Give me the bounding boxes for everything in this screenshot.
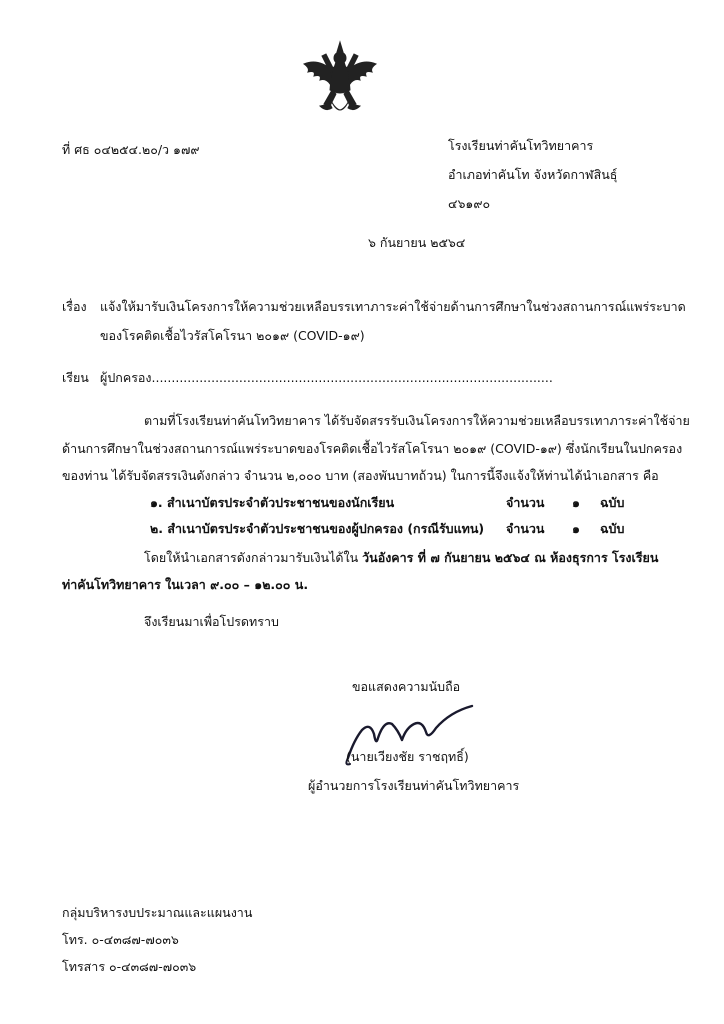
pickup-details-line (144, 548, 658, 568)
sender-school-name: โรงเรียนท่าคันโทวิทยาคาร (448, 138, 594, 153)
pickup-details-bold: วันอังคาร ที่ ๗ กันยายน ๒๕๖๔ ณ ห้องธุรการ โรงเรียน (362, 550, 659, 565)
sender-postcode: ๔๖๑๙๐ (448, 196, 491, 211)
body-line-1: ตามที่โรงเรียนท่าคันโทวิทยาคาร ได้รับจัดสรรรับเงินโครงการให้ความช่วยเหลือบรรเทาภาระค่าใช้จ่าย (144, 413, 690, 428)
signer-title: ผู้อำนวยการโรงเรียนท่าคันโทวิทยาคาร (308, 778, 520, 793)
footer-telephone: โทร. ๐-๔๓๘๗-๗๐๓๖ (62, 932, 179, 947)
salutation-recipient: ผู้ปกครอง..................................................................................................... (100, 370, 553, 385)
closing-request: จึงเรียนมาเพื่อโปรดทราบ (144, 614, 279, 629)
subject-line-2: ของโรคติดเชื้อไวรัสโคโรนา ๒๐๑๙ (COVID-๑๙) (100, 328, 365, 343)
document-item-1-qty: ๑ (572, 495, 580, 510)
pickup-details-normal: โดยให้นำเอกสารดังกล่าวมารับเงินได้ใน (144, 550, 363, 565)
letter-date: ๖ กันยายน ๒๕๖๔ (368, 235, 466, 250)
subject-label: เรื่อง (62, 299, 87, 314)
salutation-label: เรียน (62, 370, 89, 385)
garuda-emblem-icon (300, 38, 380, 126)
document-item-1-unit: ฉบับ (600, 495, 625, 510)
document-item-2-qty: ๑ (572, 521, 580, 536)
sender-district-province: อำเภอท่าคันโท จังหวัดกาฬสินธุ์ (448, 167, 618, 182)
document-item-1: ๑. สำเนาบัตรประจำตัวประชาชนของนักเรียน (150, 495, 395, 510)
signer-name: (นายเวียงชัย ราชฤทธิ์) (346, 749, 469, 764)
document-item-1-qty-label: จำนวน (506, 495, 545, 510)
document-item-2-unit: ฉบับ (600, 521, 625, 536)
body-line-2: ด้านการศึกษาในช่วงสถานการณ์แพร่ระบาดของโรคติดเชื้อไวรัสโคโรนา ๒๐๑๙ (COVID-๑๙) ซึ่งนักเรียนในปกครอง (62, 441, 683, 456)
pickup-time-line: ท่าคันโทวิทยาคาร ในเวลา ๙.๐๐ – ๑๒.๐๐ น. (62, 577, 309, 592)
footer-department: กลุ่มบริหารงบประมาณและแผนงาน (62, 905, 253, 920)
footer-fax: โทรสาร ๐-๔๓๘๗-๗๐๓๖ (62, 959, 197, 974)
document-item-2: ๒. สำเนาบัตรประจำตัวประชาชนของผู้ปกครอง (กรณีรับแทน) (150, 521, 485, 536)
subject-line-1: แจ้งให้มารับเงินโครงการให้ความช่วยเหลือบรรเทาภาระค่าใช้จ่ายด้านการศึกษาในช่วงสถานการณ์แพร่ระบาด (100, 299, 686, 314)
body-line-3: ของท่าน ได้รับจัดสรรเงินดังกล่าว จำนวน ๒,๐๐๐ บาท (สองพันบาทถ้วน) ในการนี้จึงแจ้งให้ท่านได้นำเอกสาร คือ (62, 468, 659, 483)
reference-number: ที่ ศธ ๐๔๒๕๔.๒๐/ว ๑๗๙ (62, 142, 200, 157)
closing-regards: ขอแสดงความนับถือ (352, 679, 461, 694)
document-item-2-qty-label: จำนวน (506, 521, 545, 536)
